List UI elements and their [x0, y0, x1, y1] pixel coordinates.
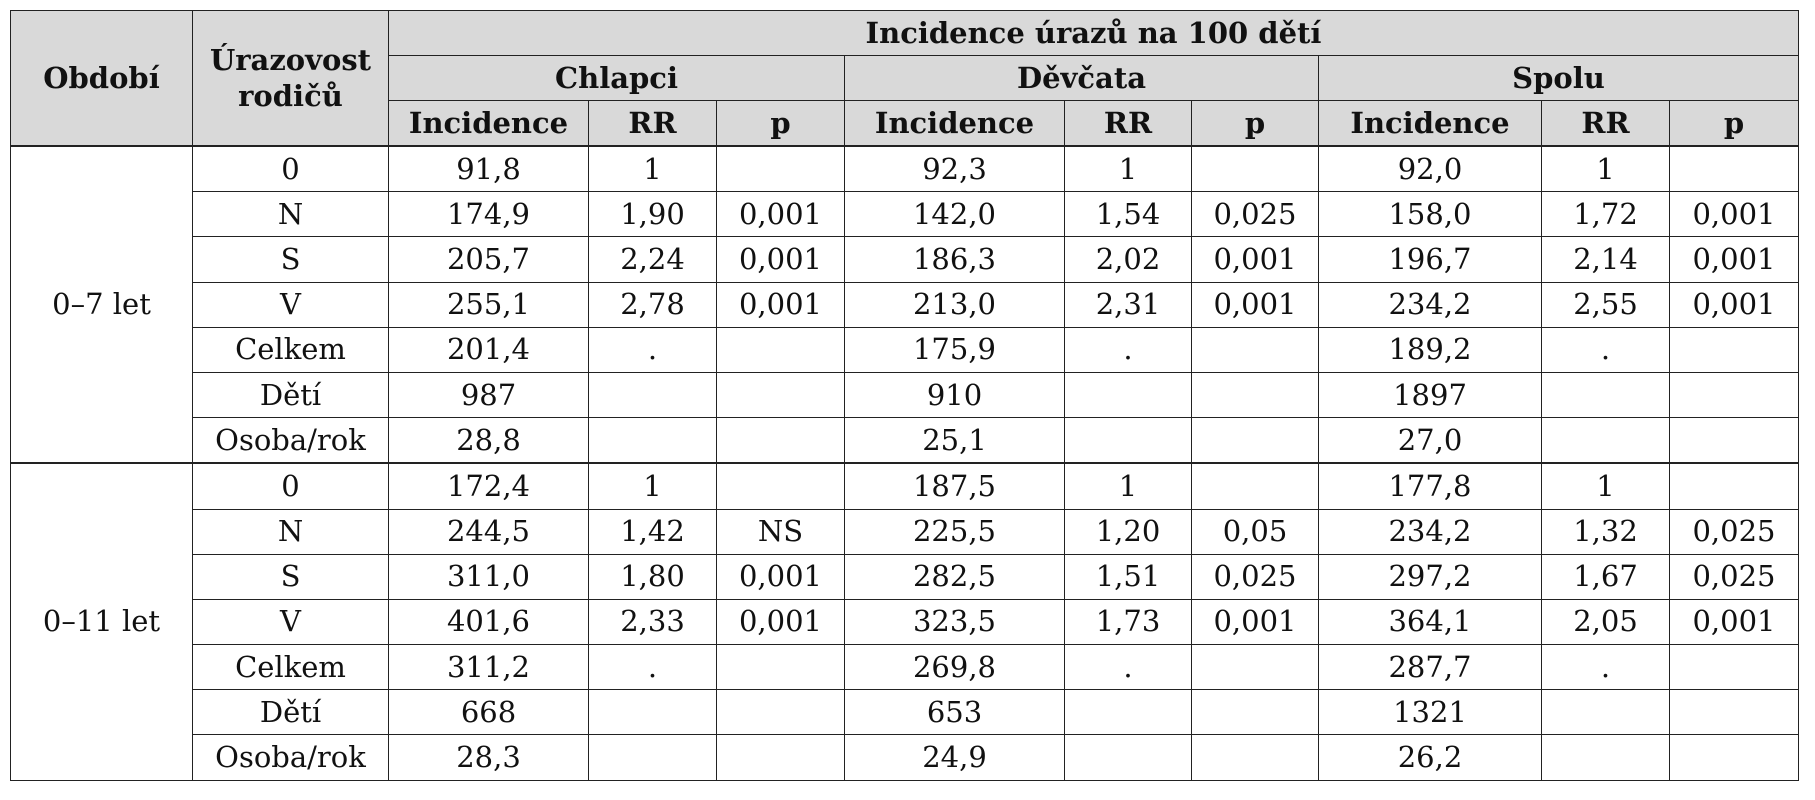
girls-p-cell: [1192, 418, 1319, 464]
girls-rr-cell: 1,51: [1065, 554, 1192, 599]
total-p-cell: 0,001: [1670, 599, 1799, 644]
total-rr-cell: 2,55: [1542, 282, 1670, 327]
boys-incidence-cell: 987: [389, 372, 589, 417]
category-cell: Celkem: [193, 327, 389, 372]
boys-incidence-cell: 311,0: [389, 554, 589, 599]
boys-rr-cell: 1: [589, 146, 717, 192]
group-header-boys: Chlapci: [389, 56, 845, 101]
boys-incidence-cell: 401,6: [389, 599, 589, 644]
girls-rr-cell: 1: [1065, 463, 1192, 509]
total-incidence-cell: 234,2: [1319, 509, 1542, 554]
category-cell: 0: [193, 463, 389, 509]
table-row: [11, 509, 1799, 554]
total-rr-cell: [1542, 418, 1670, 464]
total-incidence-cell: 196,7: [1319, 237, 1542, 282]
boys-p-cell: [717, 418, 845, 464]
category-cell: Osoba/rok: [193, 735, 389, 780]
girls-rr-cell: .: [1065, 645, 1192, 690]
subheader-p: p: [1192, 101, 1319, 147]
subheader-incidence: Incidence: [845, 101, 1065, 147]
boys-p-cell: [717, 735, 845, 780]
category-cell: Dětí: [193, 690, 389, 735]
total-rr-cell: [1542, 690, 1670, 735]
girls-rr-cell: 1,73: [1065, 599, 1192, 644]
total-rr-cell: 1,72: [1542, 192, 1670, 237]
category-cell: Celkem: [193, 645, 389, 690]
total-incidence-cell: 287,7: [1319, 645, 1542, 690]
table-row: [11, 237, 1799, 282]
boys-p-cell: 0,001: [717, 282, 845, 327]
category-cell: N: [193, 509, 389, 554]
boys-p-cell: [717, 327, 845, 372]
table-header: [11, 11, 1799, 147]
girls-p-cell: [1192, 327, 1319, 372]
total-rr-cell: 2,05: [1542, 599, 1670, 644]
table-row: [11, 645, 1799, 690]
incidence-table: [10, 10, 1799, 781]
table-row: [11, 690, 1799, 735]
main-title-header: Incidence úrazů na 100 dětí: [389, 11, 1799, 56]
total-incidence-cell: 234,2: [1319, 282, 1542, 327]
boys-rr-cell: 1,80: [589, 554, 717, 599]
boys-rr-cell: [589, 372, 717, 417]
table-row: [11, 463, 1799, 509]
group-header-girls: Děvčata: [845, 56, 1319, 101]
total-p-cell: [1670, 735, 1799, 780]
boys-p-cell: NS: [717, 509, 845, 554]
category-cell: Dětí: [193, 372, 389, 417]
girls-p-cell: [1192, 645, 1319, 690]
total-rr-cell: 1: [1542, 463, 1670, 509]
girls-incidence-cell: 142,0: [845, 192, 1065, 237]
boys-p-cell: 0,001: [717, 599, 845, 644]
boys-incidence-cell: 91,8: [389, 146, 589, 192]
group-header-total: Spolu: [1319, 56, 1799, 101]
girls-incidence-cell: 175,9: [845, 327, 1065, 372]
boys-rr-cell: [589, 735, 717, 780]
period-cell: 0–11 let: [11, 463, 193, 780]
category-cell: V: [193, 599, 389, 644]
total-p-cell: [1670, 372, 1799, 417]
boys-rr-cell: 2,33: [589, 599, 717, 644]
girls-rr-cell: [1065, 735, 1192, 780]
total-incidence-cell: 1897: [1319, 372, 1542, 417]
total-p-cell: [1670, 463, 1799, 509]
boys-p-cell: [717, 690, 845, 735]
girls-incidence-cell: 213,0: [845, 282, 1065, 327]
girls-p-cell: [1192, 463, 1319, 509]
total-p-cell: 0,001: [1670, 237, 1799, 282]
total-incidence-cell: 27,0: [1319, 418, 1542, 464]
girls-incidence-cell: 186,3: [845, 237, 1065, 282]
category-cell: Osoba/rok: [193, 418, 389, 464]
total-p-cell: 0,025: [1670, 509, 1799, 554]
girls-p-cell: [1192, 735, 1319, 780]
girls-incidence-cell: 269,8: [845, 645, 1065, 690]
table-row: [11, 146, 1799, 192]
girls-incidence-cell: 25,1: [845, 418, 1065, 464]
table-row: [11, 554, 1799, 599]
girls-p-cell: [1192, 146, 1319, 192]
table-row: [11, 599, 1799, 644]
girls-rr-cell: 1,20: [1065, 509, 1192, 554]
girls-rr-cell: [1065, 418, 1192, 464]
total-rr-cell: 1,32: [1542, 509, 1670, 554]
girls-incidence-cell: 653: [845, 690, 1065, 735]
girls-p-cell: [1192, 372, 1319, 417]
boys-incidence-cell: 28,3: [389, 735, 589, 780]
subheader-rr: RR: [1065, 101, 1192, 147]
boys-p-cell: [717, 463, 845, 509]
boys-p-cell: [717, 372, 845, 417]
girls-incidence-cell: 910: [845, 372, 1065, 417]
boys-incidence-cell: 201,4: [389, 327, 589, 372]
boys-rr-cell: .: [589, 327, 717, 372]
boys-p-cell: [717, 146, 845, 192]
girls-rr-cell: 1,54: [1065, 192, 1192, 237]
total-p-cell: [1670, 690, 1799, 735]
subheader-rr: RR: [589, 101, 717, 147]
girls-rr-cell: 2,31: [1065, 282, 1192, 327]
table-body: [11, 146, 1799, 780]
girls-rr-cell: 1: [1065, 146, 1192, 192]
total-rr-cell: .: [1542, 645, 1670, 690]
total-rr-cell: 1,67: [1542, 554, 1670, 599]
girls-p-cell: 0,025: [1192, 554, 1319, 599]
boys-p-cell: [717, 645, 845, 690]
girls-rr-cell: [1065, 690, 1192, 735]
total-p-cell: [1670, 645, 1799, 690]
total-rr-cell: 1: [1542, 146, 1670, 192]
category-cell: S: [193, 237, 389, 282]
boys-rr-cell: 1,90: [589, 192, 717, 237]
total-p-cell: 0,001: [1670, 282, 1799, 327]
boys-incidence-cell: 255,1: [389, 282, 589, 327]
boys-incidence-cell: 205,7: [389, 237, 589, 282]
boys-incidence-cell: 668: [389, 690, 589, 735]
girls-p-cell: 0,001: [1192, 282, 1319, 327]
total-p-cell: [1670, 418, 1799, 464]
girls-incidence-cell: 187,5: [845, 463, 1065, 509]
total-p-cell: [1670, 327, 1799, 372]
total-incidence-cell: 297,2: [1319, 554, 1542, 599]
boys-rr-cell: .: [589, 645, 717, 690]
boys-incidence-cell: 172,4: [389, 463, 589, 509]
girls-rr-cell: [1065, 372, 1192, 417]
girls-p-cell: 0,025: [1192, 192, 1319, 237]
boys-incidence-cell: 174,9: [389, 192, 589, 237]
girls-incidence-cell: 24,9: [845, 735, 1065, 780]
table-row: [11, 418, 1799, 464]
girls-rr-cell: 2,02: [1065, 237, 1192, 282]
period-cell: 0–7 let: [11, 146, 193, 463]
total-rr-cell: 2,14: [1542, 237, 1670, 282]
boys-p-cell: 0,001: [717, 192, 845, 237]
girls-p-cell: 0,001: [1192, 599, 1319, 644]
girls-incidence-cell: 323,5: [845, 599, 1065, 644]
category-cell: V: [193, 282, 389, 327]
girls-rr-cell: .: [1065, 327, 1192, 372]
table-row: [11, 372, 1799, 417]
total-p-cell: 0,001: [1670, 192, 1799, 237]
boys-rr-cell: 2,24: [589, 237, 717, 282]
girls-incidence-cell: 225,5: [845, 509, 1065, 554]
total-rr-cell: [1542, 372, 1670, 417]
subheader-incidence: Incidence: [1319, 101, 1542, 147]
girls-incidence-cell: 92,3: [845, 146, 1065, 192]
total-incidence-cell: 92,0: [1319, 146, 1542, 192]
period-header: Období: [11, 11, 193, 147]
category-cell: S: [193, 554, 389, 599]
table-row: [11, 735, 1799, 780]
subheader-p: p: [1670, 101, 1799, 147]
girls-incidence-cell: 282,5: [845, 554, 1065, 599]
girls-p-cell: 0,05: [1192, 509, 1319, 554]
boys-incidence-cell: 311,2: [389, 645, 589, 690]
subheader-p: p: [717, 101, 845, 147]
boys-rr-cell: [589, 690, 717, 735]
boys-incidence-cell: 244,5: [389, 509, 589, 554]
total-incidence-cell: 1321: [1319, 690, 1542, 735]
boys-p-cell: 0,001: [717, 237, 845, 282]
total-incidence-cell: 158,0: [1319, 192, 1542, 237]
subheader-incidence: Incidence: [389, 101, 589, 147]
total-rr-cell: .: [1542, 327, 1670, 372]
boys-rr-cell: 1,42: [589, 509, 717, 554]
table-row: [11, 282, 1799, 327]
total-rr-cell: [1542, 735, 1670, 780]
parent-injury-header: Úrazovost rodičů: [193, 11, 389, 147]
category-cell: N: [193, 192, 389, 237]
girls-p-cell: [1192, 690, 1319, 735]
boys-p-cell: 0,001: [717, 554, 845, 599]
boys-rr-cell: [589, 418, 717, 464]
total-incidence-cell: 364,1: [1319, 599, 1542, 644]
table-row: [11, 327, 1799, 372]
total-p-cell: [1670, 146, 1799, 192]
girls-p-cell: 0,001: [1192, 237, 1319, 282]
boys-rr-cell: 2,78: [589, 282, 717, 327]
total-p-cell: 0,025: [1670, 554, 1799, 599]
subheader-rr: RR: [1542, 101, 1670, 147]
boys-incidence-cell: 28,8: [389, 418, 589, 464]
total-incidence-cell: 189,2: [1319, 327, 1542, 372]
boys-rr-cell: 1: [589, 463, 717, 509]
total-incidence-cell: 26,2: [1319, 735, 1542, 780]
category-cell: 0: [193, 146, 389, 192]
total-incidence-cell: 177,8: [1319, 463, 1542, 509]
table-row: [11, 192, 1799, 237]
